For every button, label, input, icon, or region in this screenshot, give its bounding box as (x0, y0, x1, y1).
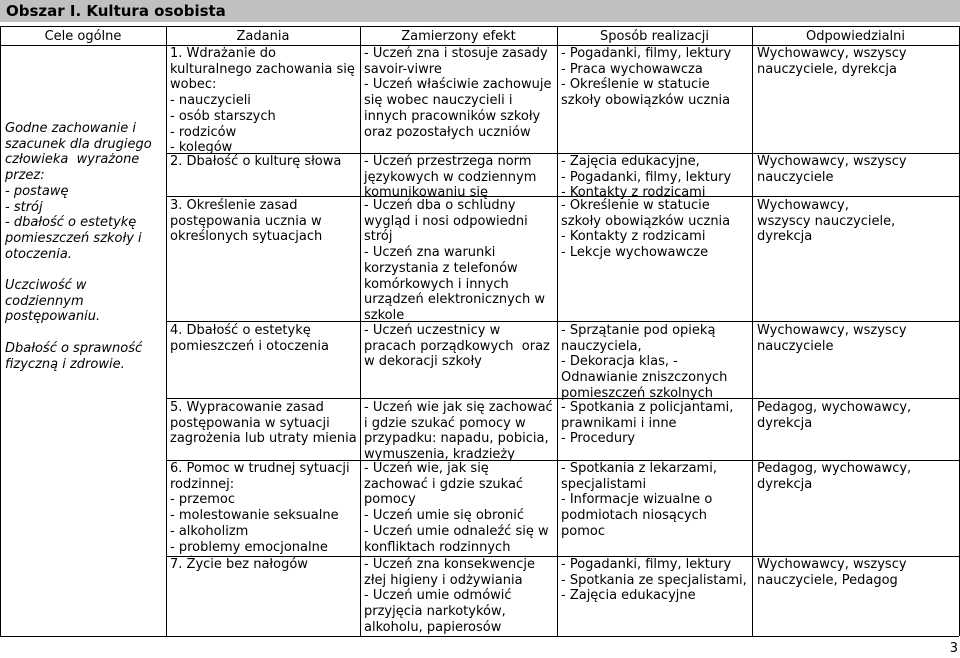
efekt-line: pomocy (364, 492, 416, 508)
sposob-line: - Spotkania z policjantami, (561, 400, 734, 415)
sposob-line: nauczyciela, (561, 338, 642, 354)
odpowiedzialni-line: Wychowawcy, wszyscy (757, 46, 907, 61)
sposob-line: - Kontakty z rodzicami (561, 229, 706, 245)
header-zadania: Zadania (236, 29, 290, 44)
sposob-cell (561, 198, 730, 261)
efekt-line: pracach porządkowych oraz (364, 338, 550, 354)
odpowiedzialni-cell (757, 461, 911, 492)
zadania-line: - problemy emocjonalne (170, 539, 328, 555)
efekt-line: zachować i gdzie szukać (364, 476, 524, 492)
efekt-line: konfliktach rodzinnych (364, 539, 511, 555)
efekt-line: - Uczeń umie odnaleźć się w (364, 523, 549, 539)
sposob-line: Odnawianie zniszczonych (561, 370, 728, 386)
sposob-cell (561, 557, 747, 604)
sposob-line: - Określenie w statucie (561, 198, 710, 213)
page-number: 3 (949, 641, 958, 656)
efekt-line: - Uczeń przestrzega norm (364, 154, 532, 169)
sposob-line: - Procedury (561, 431, 636, 447)
efekt-line: - Uczeń zna i stosuje zasady (364, 46, 548, 61)
sposob-line: prawnikami i inne (561, 415, 677, 431)
cele-ogolne-cell (5, 121, 152, 372)
efekt-line: komórkowych i innych (364, 276, 509, 292)
efekt-cell (364, 154, 536, 201)
efekt-line: przyjęcia narkotyków, (364, 604, 506, 620)
efekt-cell (364, 557, 535, 636)
zadania-cell (170, 400, 357, 447)
zadania-line: określonych sytuacjach (170, 229, 323, 245)
sposob-line: specjalistami (561, 476, 647, 492)
zadania-line: 4. Dbałość o estetykę (170, 323, 311, 338)
odpowiedzialni-line: dyrekcja (757, 415, 813, 431)
sposob-line: - Określenie w statucie (561, 77, 710, 93)
zadania-line: - rodziców (170, 124, 237, 140)
efekt-line: wygląd i nosi odpowiedni (364, 213, 528, 229)
sposob-line: szkoły obowiązków ucznia (561, 213, 731, 229)
sposob-line: - Pogadanki, filmy, lektury (561, 557, 732, 572)
efekt-line: - Uczeń zna warunki (364, 245, 496, 261)
efekt-line: komunikowaniu się (364, 185, 488, 201)
efekt-line: korzystania z telefonów (364, 260, 518, 276)
efekt-cell (364, 461, 549, 555)
cele-ogolne-line: pomieszczeń szkoły i (5, 230, 142, 246)
zadania-line: - molestowanie seksualne (170, 508, 339, 524)
efekt-line: - Uczeń uczestnicy w (364, 323, 501, 338)
efekt-line: językowych w codziennym (364, 169, 537, 185)
efekt-line: - Uczeń wie jak się zachować (364, 400, 553, 415)
cele-ogolne-line: postępowaniu. (5, 309, 101, 325)
odpowiedzialni-line: Wychowawcy, wszyscy (757, 323, 907, 338)
efekt-line: wymuszenia, kradzieży (364, 447, 515, 463)
efekt-line: - Uczeń zna konsekwencje (364, 557, 536, 572)
header-efekt: Zamierzony efekt (401, 29, 516, 44)
zadania-line: - alkoholizm (170, 523, 249, 539)
efekt-line: się wobec nauczycieli i (364, 93, 513, 109)
odpowiedzialni-cell (757, 46, 907, 77)
sposob-line: szkoły obowiązków ucznia (561, 93, 731, 109)
zadania-line: 2. Dbałość o kulturę słowa (170, 154, 342, 169)
cele-ogolne-line: szacunek dla drugiego (5, 136, 152, 152)
odpowiedzialni-line: nauczyciele (757, 338, 834, 354)
odpowiedzialni-line: Pedagog, wychowawcy, (757, 400, 912, 415)
zadania-line: rodzinnej: (170, 476, 235, 492)
zadania-line: postępowania w sytuacji (170, 415, 330, 431)
odpowiedzialni-line: Wychowawcy, wszyscy (757, 557, 907, 572)
zadania-line: 1. Wdrażanie do (170, 46, 276, 61)
efekt-cell (364, 198, 545, 324)
efekt-line: w dekoracji szkoły (364, 354, 482, 370)
efekt-line: oraz pozostałych uczniów (364, 124, 531, 140)
odpowiedzialni-cell (757, 323, 907, 354)
odpowiedzialni-line: nauczyciele, dyrekcja (757, 61, 897, 77)
sposob-cell (561, 46, 731, 109)
zadania-line: 5. Wypracowanie zasad (170, 400, 324, 415)
zadania-cell (170, 154, 341, 170)
cele-ogolne-line (5, 262, 152, 278)
header-odpowiedzialni: Odpowiedzialni (805, 29, 906, 44)
efekt-line: alkoholu, papierosów (364, 619, 502, 635)
zadania-line: zagrożenia lub utraty mienia (170, 431, 357, 447)
efekt-line: savoir-viwre (364, 61, 442, 77)
cele-ogolne-line: - strój (5, 199, 43, 215)
efekt-cell (364, 323, 550, 370)
sposob-line: - Spotkania ze specjalistami, (561, 572, 747, 588)
efekt-line: strój (364, 229, 393, 245)
efekt-line: urządzeń elektronicznych w (364, 292, 545, 308)
cele-ogolne-line: - postawę (5, 183, 69, 199)
section-title: Obszar I. Kultura osobista (0, 0, 960, 22)
sposob-cell (561, 154, 731, 201)
zadania-line: 7. Życie bez nałogów (170, 557, 308, 572)
odpowiedzialni-line: dyrekcja (757, 476, 813, 492)
sposob-line: - Pogadanki, filmy, lektury (561, 169, 732, 185)
zadania-line: - przemoc (170, 492, 236, 508)
odpowiedzialni-line: nauczyciele, Pedagog (757, 572, 898, 588)
sposob-line: - Dekoracja klas, - (561, 354, 678, 370)
odpowiedzialni-line: Wychowawcy, (757, 198, 849, 213)
efekt-line: przypadku: napadu, pobicia, (364, 431, 549, 447)
odpowiedzialni-cell (757, 400, 911, 431)
sposob-line: - Pogadanki, filmy, lektury (561, 46, 732, 61)
sposob-cell (561, 323, 727, 402)
sposob-line: - Lekcje wychowawcze (561, 245, 709, 261)
efekt-line: - Uczeń umie odmówić (364, 588, 512, 604)
odpowiedzialni-cell (757, 154, 907, 185)
efekt-line: - Uczeń właściwie zachowuje (364, 77, 552, 93)
zadania-line: - osób starszych (170, 108, 276, 124)
sposob-line: - Zajęcia edukacyjne, (561, 154, 700, 169)
cele-ogolne-line (5, 325, 152, 341)
cele-ogolne-line: człowieka wyrażone (5, 152, 140, 168)
cele-ogolne-line: fizyczną i zdrowie. (5, 356, 125, 372)
cele-ogolne-line: Uczciwość w (5, 278, 87, 294)
sposob-line: - Informacje wizualne o (561, 492, 713, 508)
header-cele: Cele ogólne (44, 29, 122, 44)
zadania-cell (170, 557, 308, 573)
efekt-line: - Uczeń wie, jak się (364, 461, 489, 476)
efekt-line: złej higieny i odżywiania (364, 572, 523, 588)
zadania-line: pomieszczeń i otoczenia (170, 338, 329, 354)
efekt-cell (364, 400, 553, 463)
zadania-cell (170, 198, 322, 245)
zadania-line: wobec: (170, 77, 217, 93)
efekt-line: - Uczeń umie się obronić (364, 508, 525, 524)
sposob-line: - Spotkania z lekarzami, (561, 461, 717, 476)
efekt-line: i gdzie szukać pomocy w (364, 415, 526, 431)
header-sposob: Sposób realizacji (600, 29, 709, 44)
zadania-line: postępowania ucznia w (170, 213, 322, 229)
zadania-line: kulturalnego zachowania się (170, 61, 355, 77)
zadania-line: - kolegów (170, 140, 233, 156)
cele-ogolne-line: otoczenia. (5, 246, 72, 262)
sposob-line: pomoc (561, 523, 605, 539)
odpowiedzialni-cell (757, 557, 907, 588)
sposob-line: podmiotach niosących (561, 508, 708, 524)
cele-ogolne-line: przez: (5, 168, 45, 184)
zadania-line: 6. Pomoc w trudnej sytuacji (170, 461, 350, 476)
odpowiedzialni-line: Wychowawcy, wszyscy (757, 154, 907, 169)
sposob-cell (561, 461, 717, 540)
sposob-line: pomieszczeń szkolnych (561, 385, 713, 401)
sposob-line: - Sprzątanie pod opieką (561, 323, 716, 338)
odpowiedzialni-line: wszyscy nauczyciele, (757, 213, 896, 229)
efekt-line: szkole (364, 307, 405, 323)
zadania-line: - nauczycieli (170, 93, 251, 109)
zadania-line: 3. Określenie zasad (170, 198, 298, 213)
zadania-cell (170, 323, 329, 354)
odpowiedzialni-line: dyrekcja (757, 229, 813, 245)
efekt-line: - Uczeń dba o schludny (364, 198, 516, 213)
efekt-line: innych pracowników szkoły (364, 108, 541, 124)
cele-ogolne-line: Godne zachowanie i (5, 121, 136, 136)
odpowiedzialni-line: Pedagog, wychowawcy, (757, 461, 912, 476)
efekt-cell (364, 46, 552, 140)
zadania-cell (170, 46, 355, 156)
zadania-cell (170, 461, 350, 555)
cele-ogolne-line: codziennym (5, 293, 84, 309)
odpowiedzialni-cell (757, 198, 895, 245)
sposob-line: - Zajęcia edukacyjne (561, 588, 696, 604)
sposob-cell (561, 400, 733, 447)
sposob-line: - Kontakty z rodzicami (561, 185, 706, 201)
sposob-line: - Praca wychowawcza (561, 61, 703, 77)
cele-ogolne-line: - dbałość o estetykę (5, 215, 137, 231)
odpowiedzialni-line: nauczyciele (757, 169, 834, 185)
cele-ogolne-line: Dbałość o sprawność (5, 340, 143, 356)
